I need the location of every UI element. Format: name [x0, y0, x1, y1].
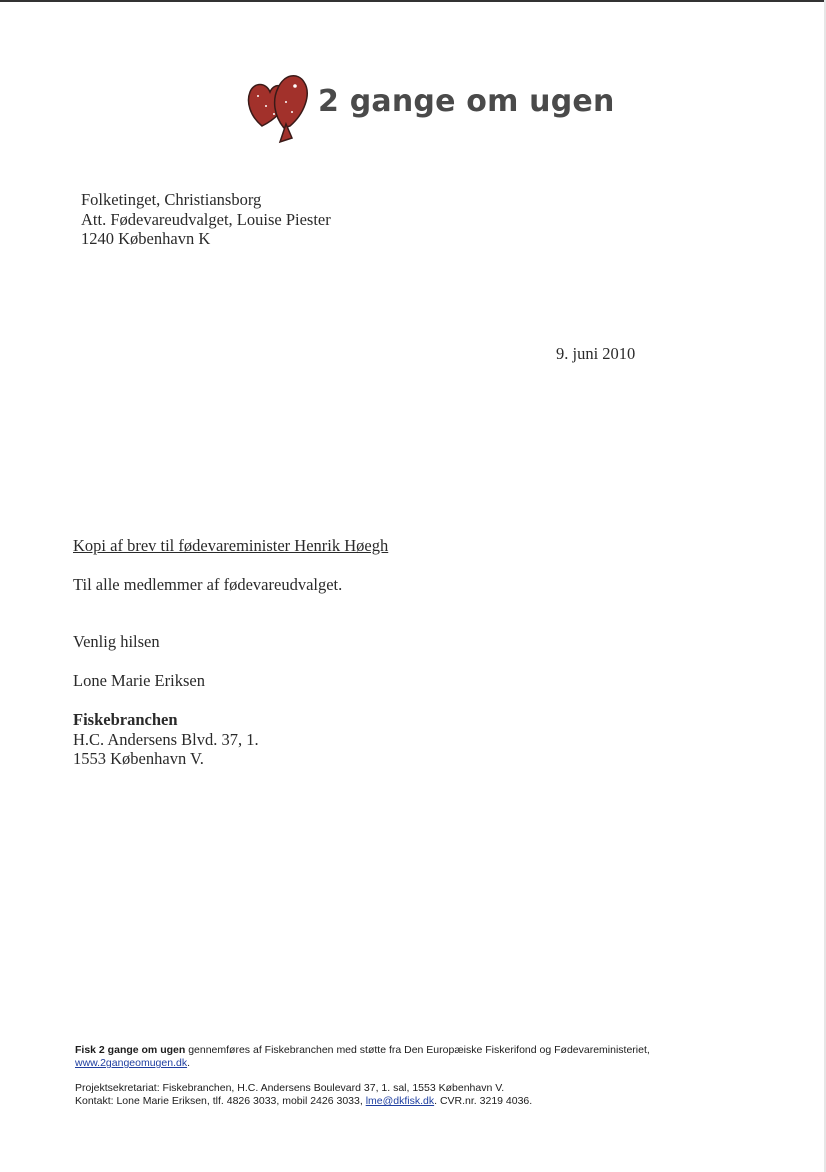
top-border-line	[0, 0, 826, 2]
letter-date: 9. juni 2010	[556, 344, 636, 363]
website-link[interactable]: www.2gangeomugen.dk	[75, 1057, 188, 1069]
recipient-line: Att. Fødevareudvalget, Louise Piester	[81, 209, 331, 229]
sender-address-line: 1553 København V.	[73, 749, 204, 768]
footer-contact	[75, 1082, 755, 1108]
footer-cvr: . CVR.nr. 3219 4036.	[434, 1095, 533, 1107]
recipient-line: 1240 København K	[81, 229, 211, 248]
footer-contact-line	[75, 1095, 755, 1108]
footer-intro	[75, 1044, 755, 1070]
footer-campaign-name: Fisk 2 gange om ugen	[75, 1044, 186, 1056]
footer-intro-text: gennemføres af Fiskebranchen med støtte fra Den Europæiske Fiskerifond og Fødevareministeriet,	[185, 1044, 650, 1056]
recipient-address	[81, 190, 331, 249]
logo-wordmark: 2 gange om ugen	[318, 84, 615, 119]
letterhead-logo	[246, 66, 615, 146]
sender-address-line: H.C. Andersens Blvd. 37, 1.	[73, 729, 259, 749]
hearts-fish-icon	[246, 66, 314, 146]
letter-footer	[75, 1044, 755, 1108]
closing-greeting: Venlig hilsen	[73, 632, 160, 651]
signer-name: Lone Marie Eriksen	[73, 671, 205, 690]
letter-subject: Kopi af brev til fødevareminister Henrik Høegh	[73, 536, 389, 555]
footer-punctuation: .	[187, 1057, 190, 1069]
email-link[interactable]: lme@dkfisk.dk	[365, 1095, 435, 1107]
letter-body-line: Til alle medlemmer af fødevareudvalget.	[73, 575, 343, 594]
recipient-line: Folketinget, Christiansborg	[81, 190, 262, 209]
footer-contact-text: Kontakt: Lone Marie Eriksen, tlf. 4826 3033, mobil 2426 3033,	[75, 1095, 366, 1107]
sender-block	[73, 710, 259, 769]
sender-organization: Fiskebranchen	[73, 710, 178, 729]
footer-secretariat: Projektsekretariat: Fiskebranchen, H.C. Andersens Boulevard 37, 1. sal, 1553 København V.	[75, 1082, 505, 1094]
